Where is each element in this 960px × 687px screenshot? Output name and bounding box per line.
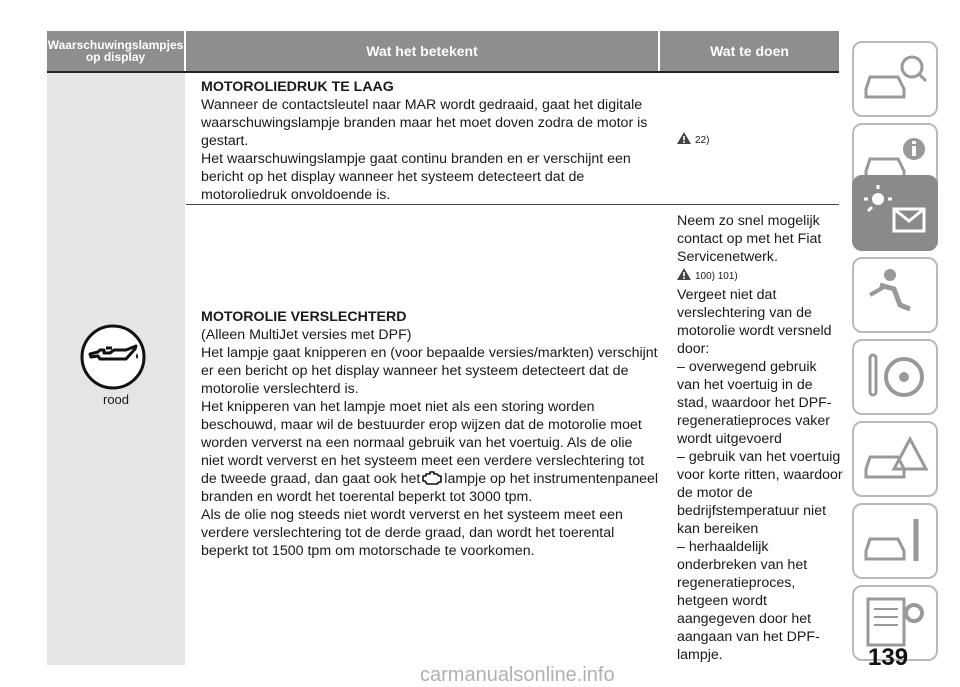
row2-action bbox=[677, 212, 843, 664]
airbag-person-icon bbox=[860, 265, 930, 325]
row2-meaning-text-3b: lampje op het instrumentenpaneel branden en wordt het toerental beperkt tot 3000 tpm. bbox=[201, 471, 659, 505]
lamp-color-label: rood bbox=[102, 392, 130, 407]
tab-emergency[interactable] bbox=[852, 421, 938, 497]
chapter-tabs bbox=[852, 0, 940, 686]
row2-ref: 100) 101) bbox=[694, 271, 738, 282]
car-hazard-icon bbox=[860, 429, 930, 489]
row1-action bbox=[677, 130, 837, 150]
row1-ref: 22) bbox=[694, 135, 710, 146]
oil-pressure-lamp-icon bbox=[78, 322, 148, 392]
tab-driving[interactable] bbox=[852, 339, 938, 415]
header-meaning: Wat het betekent bbox=[186, 31, 658, 71]
row2-meaning-text-1: (Alleen MultiJet versies met DPF) bbox=[201, 327, 412, 343]
tab-car-search[interactable] bbox=[852, 41, 938, 117]
warning-light-message-icon bbox=[860, 183, 930, 243]
warning-triangle-icon bbox=[677, 268, 691, 280]
row2-action-text-1: Neem zo snel mogelijk contact op met het Fiat Servicenetwerk. bbox=[677, 213, 822, 265]
watermark: carmanualsonline.info bbox=[420, 664, 615, 686]
row1-meaning-text-2: Het waarschuwingslampje gaat continu branden en er verschijnt een bericht op het display wanneer het systeem detecteert dat de motoroliedruk onvoldoende is. bbox=[201, 151, 631, 203]
row2-action-text-3: – overwegend gebruik van het voertuig in de stad, waardoor het DPF-regeneratieproces vaker wordt uitgevoerd bbox=[677, 359, 832, 447]
warning-triangle-icon bbox=[677, 132, 691, 144]
steering-key-icon bbox=[860, 347, 930, 407]
row2-meaning-text-4: Als de olie nog steeds niet wordt ververst en het systeem meet een verdere verslechtering tot de derde graad, dan wordt het toerental beperkt tot 1500 tpm om motorschade te voorkomen. bbox=[201, 507, 623, 559]
engine-check-icon bbox=[420, 470, 444, 486]
page-number: 139 bbox=[868, 644, 909, 671]
tab-maintenance[interactable] bbox=[852, 503, 938, 579]
header-action: Wat te doen bbox=[660, 31, 839, 71]
row-divider bbox=[186, 204, 839, 205]
header-lamps: Waarschuwingslampjes op display bbox=[47, 31, 184, 71]
row2-meaning-text-3: Het knipperen van het lampje moet niet als een storing worden beschouwd, maar wil de bestuurder erop wijzen dat de motorolie moet worden ververst na een normaal gebruik van het voertuig. Als de olie niet wordt ververst en het systeem meet een verdere verslechtering tot de tweede graad, dan gaat ook het bbox=[201, 399, 645, 487]
row1-meaning-text-1: Wanneer de contactsleutel naar MAR wordt gedraaid, gaat het digitale waarschuwingslampje branden maar het moet doven zodra de motor is gestart. bbox=[201, 97, 648, 149]
row2-meaning bbox=[201, 308, 659, 560]
row2-title: MOTOROLIE VERSLECHTERD bbox=[201, 309, 407, 325]
car-search-icon bbox=[860, 49, 930, 109]
tab-safety[interactable] bbox=[852, 257, 938, 333]
row2-action-text-4: – gebruik van het voertuig voor korte ritten, waardoor de motor de bedrijfstemperatuur niet kan bereiken bbox=[677, 449, 843, 537]
tab-warning-lights[interactable] bbox=[852, 175, 938, 251]
row2-action-text-2: Vergeet niet dat verslechtering van de motorolie wordt versneld door: bbox=[677, 287, 832, 357]
row2-meaning-text-2: Het lampje gaat knipperen en (voor bepaalde versies/markten) verschijnt er een bericht op het display wanneer het systeem detecteert dat de motorolie verslechterd is. bbox=[201, 345, 658, 397]
row1-title: MOTOROLIEDRUK TE LAAG bbox=[201, 79, 394, 95]
row2-action-text-5: – herhaaldelijk onderbreken van het regeneratieproces, hetgeen wordt aangegeven door het aangaan van het DPF-lampje. bbox=[677, 539, 820, 663]
car-wrench-icon bbox=[860, 511, 930, 571]
row1-meaning bbox=[201, 78, 656, 204]
